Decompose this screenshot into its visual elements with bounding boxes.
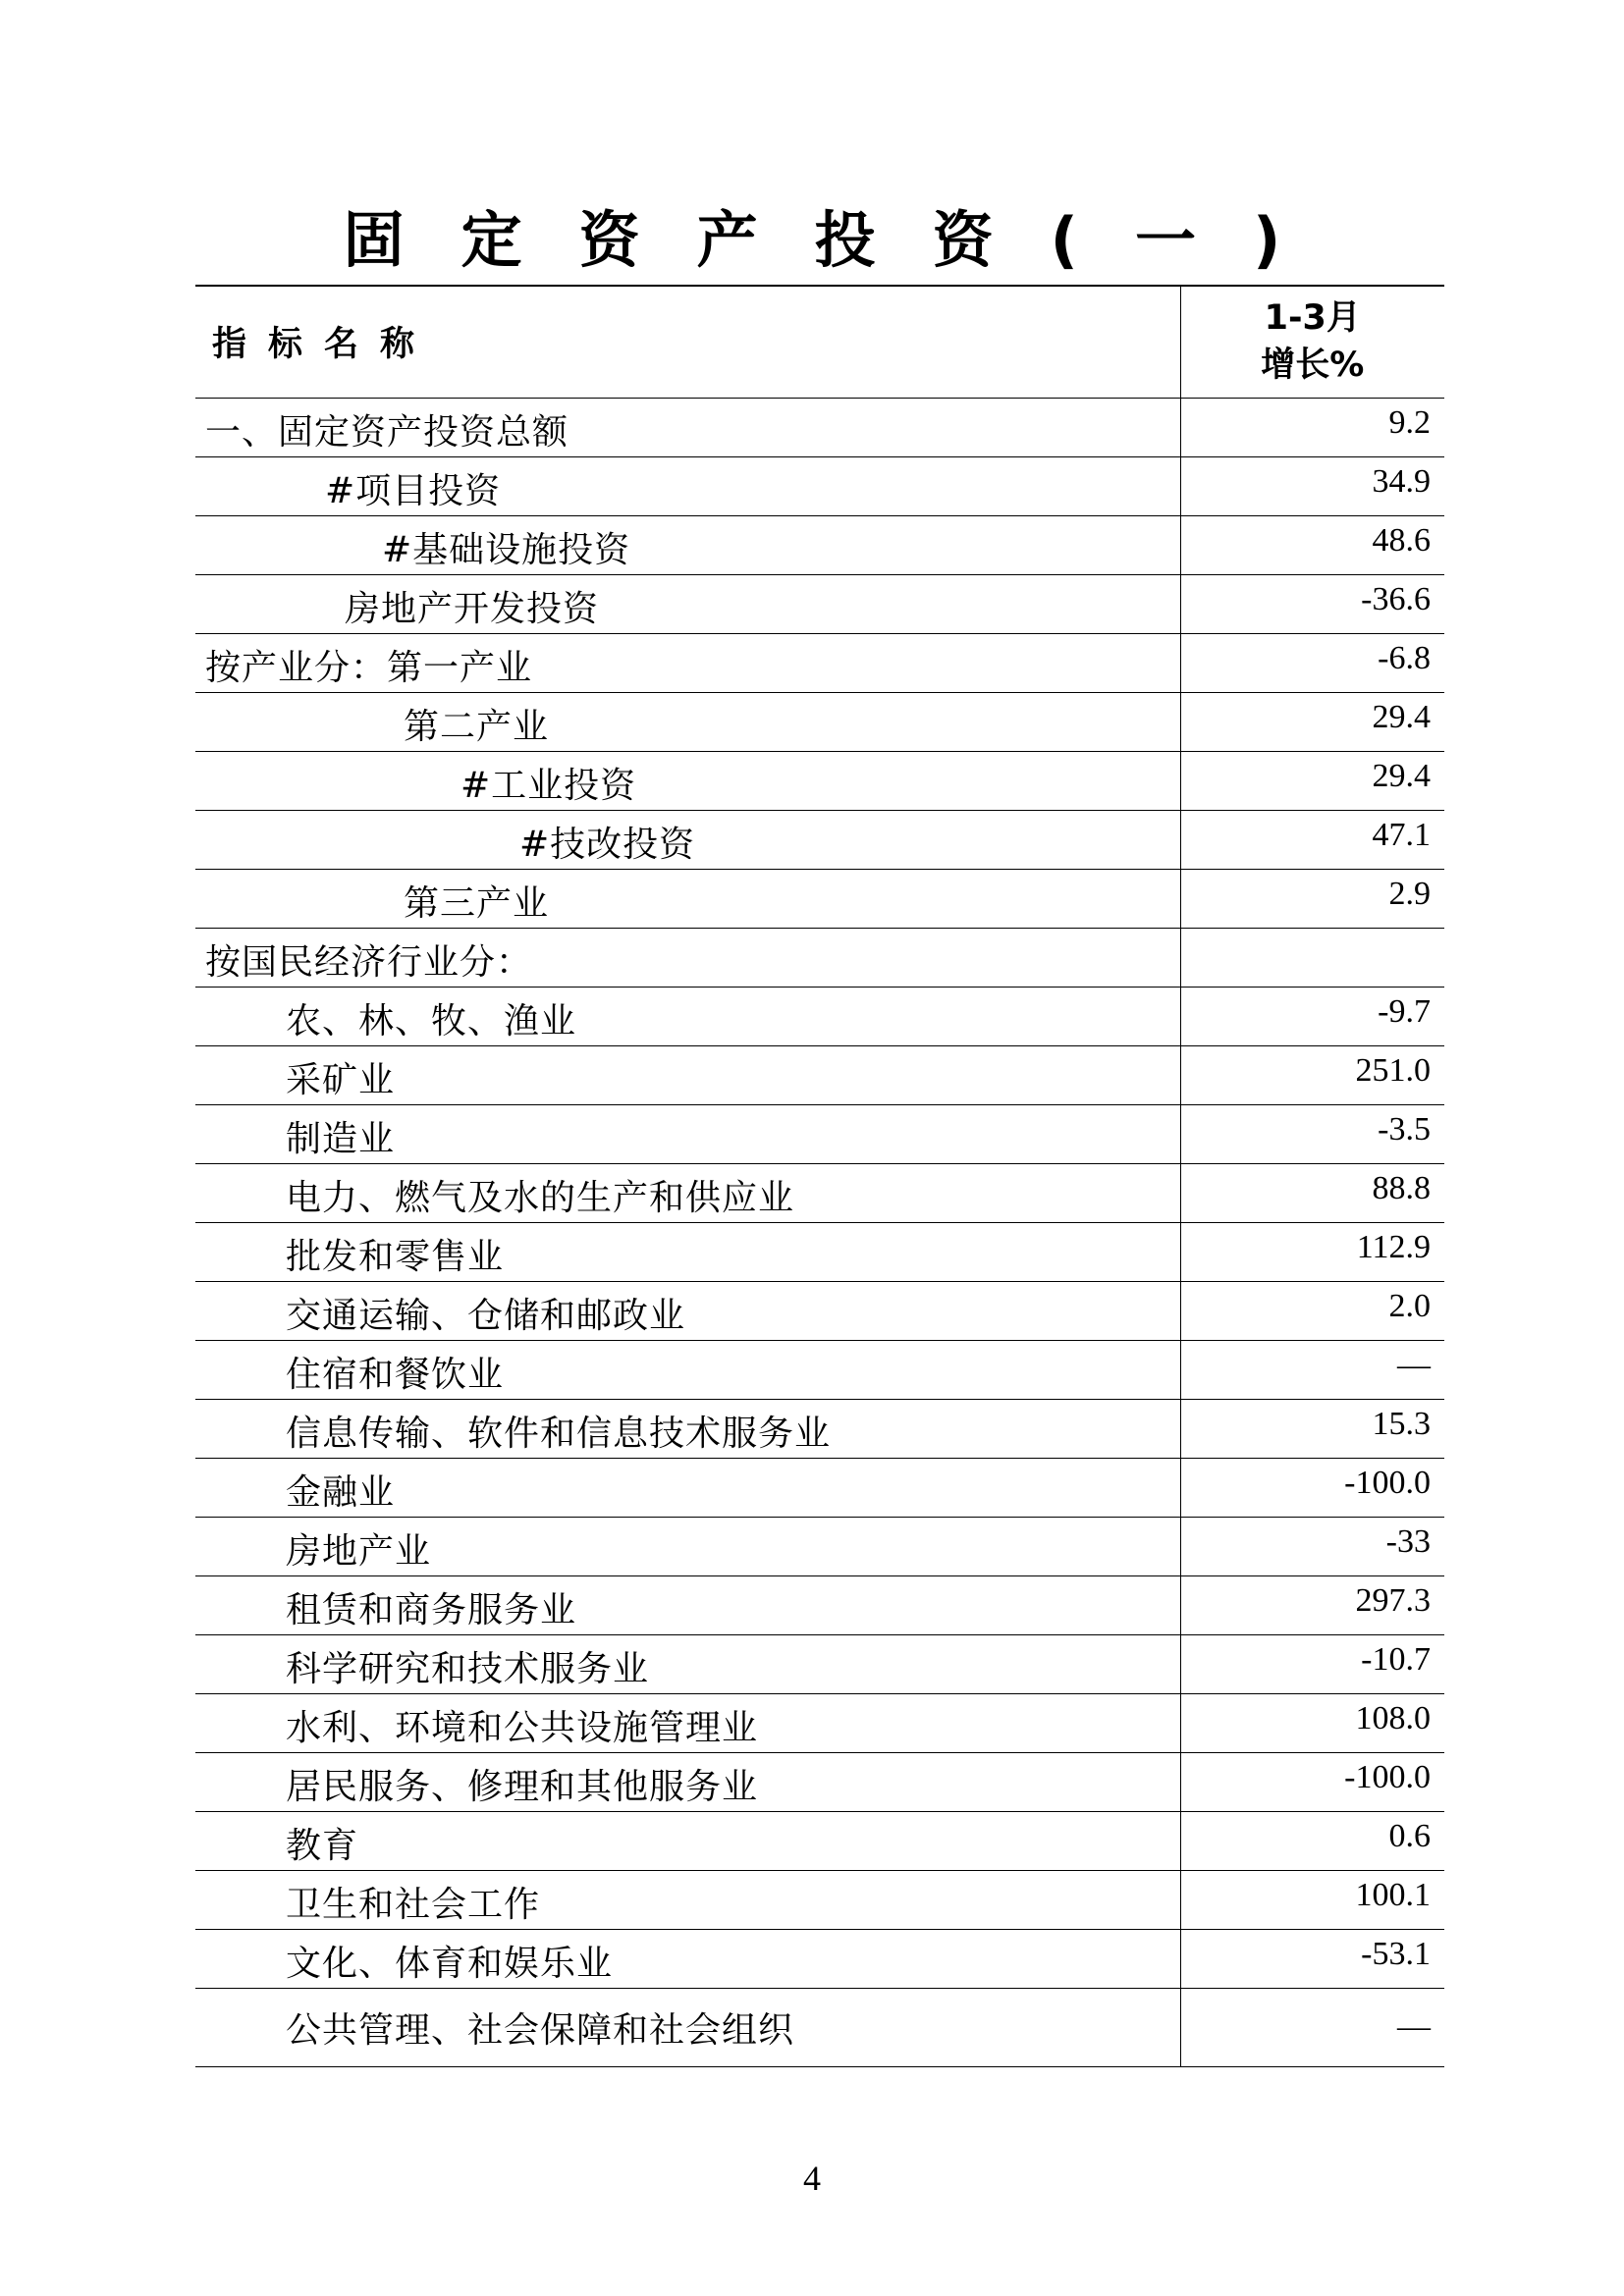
indicator-label: 农、林、牧、渔业 [195,987,1180,1045]
growth-value: 15.3 [1180,1399,1444,1458]
indicator-label: 教育 [195,1811,1180,1870]
growth-value: — [1180,1988,1444,2066]
indicator-label: 批发和零售业 [195,1222,1180,1281]
table-row [195,633,1444,692]
growth-value: -9.7 [1180,987,1444,1045]
header-growth [1180,286,1444,398]
investment-table [195,285,1444,2067]
indicator-label: 卫生和社会工作 [195,1870,1180,1929]
growth-value: — [1180,1340,1444,1399]
table-row [195,810,1444,869]
table-row [195,515,1444,574]
table-row [195,692,1444,751]
growth-value: 112.9 [1180,1222,1444,1281]
table-row [195,1752,1444,1811]
table-row [195,928,1444,987]
header-growth-unit: 增长% [1261,346,1365,386]
table-row [195,1811,1444,1870]
indicator-label: 第二产业 [195,692,1180,751]
table-row [195,1693,1444,1752]
indicator-label: 按国民经济行业分： [195,928,1180,987]
growth-value: 2.0 [1180,1281,1444,1340]
growth-value: -10.7 [1180,1634,1444,1693]
table-row [195,1575,1444,1634]
growth-value: 108.0 [1180,1693,1444,1752]
indicator-label: 金融业 [195,1458,1180,1517]
indicator-label: 公共管理、社会保障和社会组织 [195,1988,1180,2066]
growth-value: 34.9 [1180,456,1444,515]
header-indicator-name: 指标名称 [195,286,1180,398]
growth-value: 47.1 [1180,810,1444,869]
indicator-label: 一、固定资产投资总额 [195,398,1180,456]
table-row [195,1988,1444,2066]
table-row [195,1045,1444,1104]
indicator-label: 交通运输、仓储和邮政业 [195,1281,1180,1340]
growth-value: 88.8 [1180,1163,1444,1222]
table-row [195,751,1444,810]
table-row [195,1634,1444,1693]
indicator-label: 第三产业 [195,869,1180,928]
table-row [195,987,1444,1045]
indicator-label: #项目投资 [195,456,1180,515]
growth-value: -3.5 [1180,1104,1444,1163]
table-row [195,1222,1444,1281]
table-row [195,456,1444,515]
growth-value: 100.1 [1180,1870,1444,1929]
table-row [195,1870,1444,1929]
growth-value: -53.1 [1180,1929,1444,1988]
indicator-label: #技改投资 [195,810,1180,869]
growth-value: 251.0 [1180,1045,1444,1104]
page-number: 4 [803,2159,821,2198]
indicator-label: 居民服务、修理和其他服务业 [195,1752,1180,1811]
table-row [195,1340,1444,1399]
table-row [195,1163,1444,1222]
indicator-label: 科学研究和技术服务业 [195,1634,1180,1693]
table-row [195,398,1444,456]
growth-value: 48.6 [1180,515,1444,574]
indicator-label: 房地产开发投资 [195,574,1180,633]
table-row [195,1517,1444,1575]
growth-value: -36.6 [1180,574,1444,633]
indicator-label: 采矿业 [195,1045,1180,1104]
indicator-label: 住宿和餐饮业 [195,1340,1180,1399]
table-row [195,1399,1444,1458]
indicator-label: 制造业 [195,1104,1180,1163]
indicator-label: 房地产业 [195,1517,1180,1575]
table-row [195,1458,1444,1517]
header-period: 1-3月 [1264,298,1361,339]
growth-value: -100.0 [1180,1458,1444,1517]
growth-value: -6.8 [1180,633,1444,692]
growth-value: -100.0 [1180,1752,1444,1811]
indicator-label: #基础设施投资 [195,515,1180,574]
table-row [195,1104,1444,1163]
table-body [195,398,1444,2066]
growth-value: 9.2 [1180,398,1444,456]
indicator-label: 文化、体育和娱乐业 [195,1929,1180,1988]
growth-value: 29.4 [1180,692,1444,751]
growth-value: 2.9 [1180,869,1444,928]
indicator-label: 电力、燃气及水的生产和供应业 [195,1163,1180,1222]
indicator-label: 按产业分：第一产业 [195,633,1180,692]
table-row [195,574,1444,633]
page-title: 固定资产投资(一) [343,204,1338,276]
table-header-row [195,286,1444,398]
indicator-label: 租赁和商务服务业 [195,1575,1180,1634]
table-row [195,1929,1444,1988]
indicator-label: #工业投资 [195,751,1180,810]
growth-value: -33 [1180,1517,1444,1575]
indicator-label: 信息传输、软件和信息技术服务业 [195,1399,1180,1458]
table-row [195,1281,1444,1340]
indicator-label: 水利、环境和公共设施管理业 [195,1693,1180,1752]
growth-value: 297.3 [1180,1575,1444,1634]
table-row [195,869,1444,928]
growth-value: 0.6 [1180,1811,1444,1870]
growth-value [1180,928,1444,987]
growth-value: 29.4 [1180,751,1444,810]
